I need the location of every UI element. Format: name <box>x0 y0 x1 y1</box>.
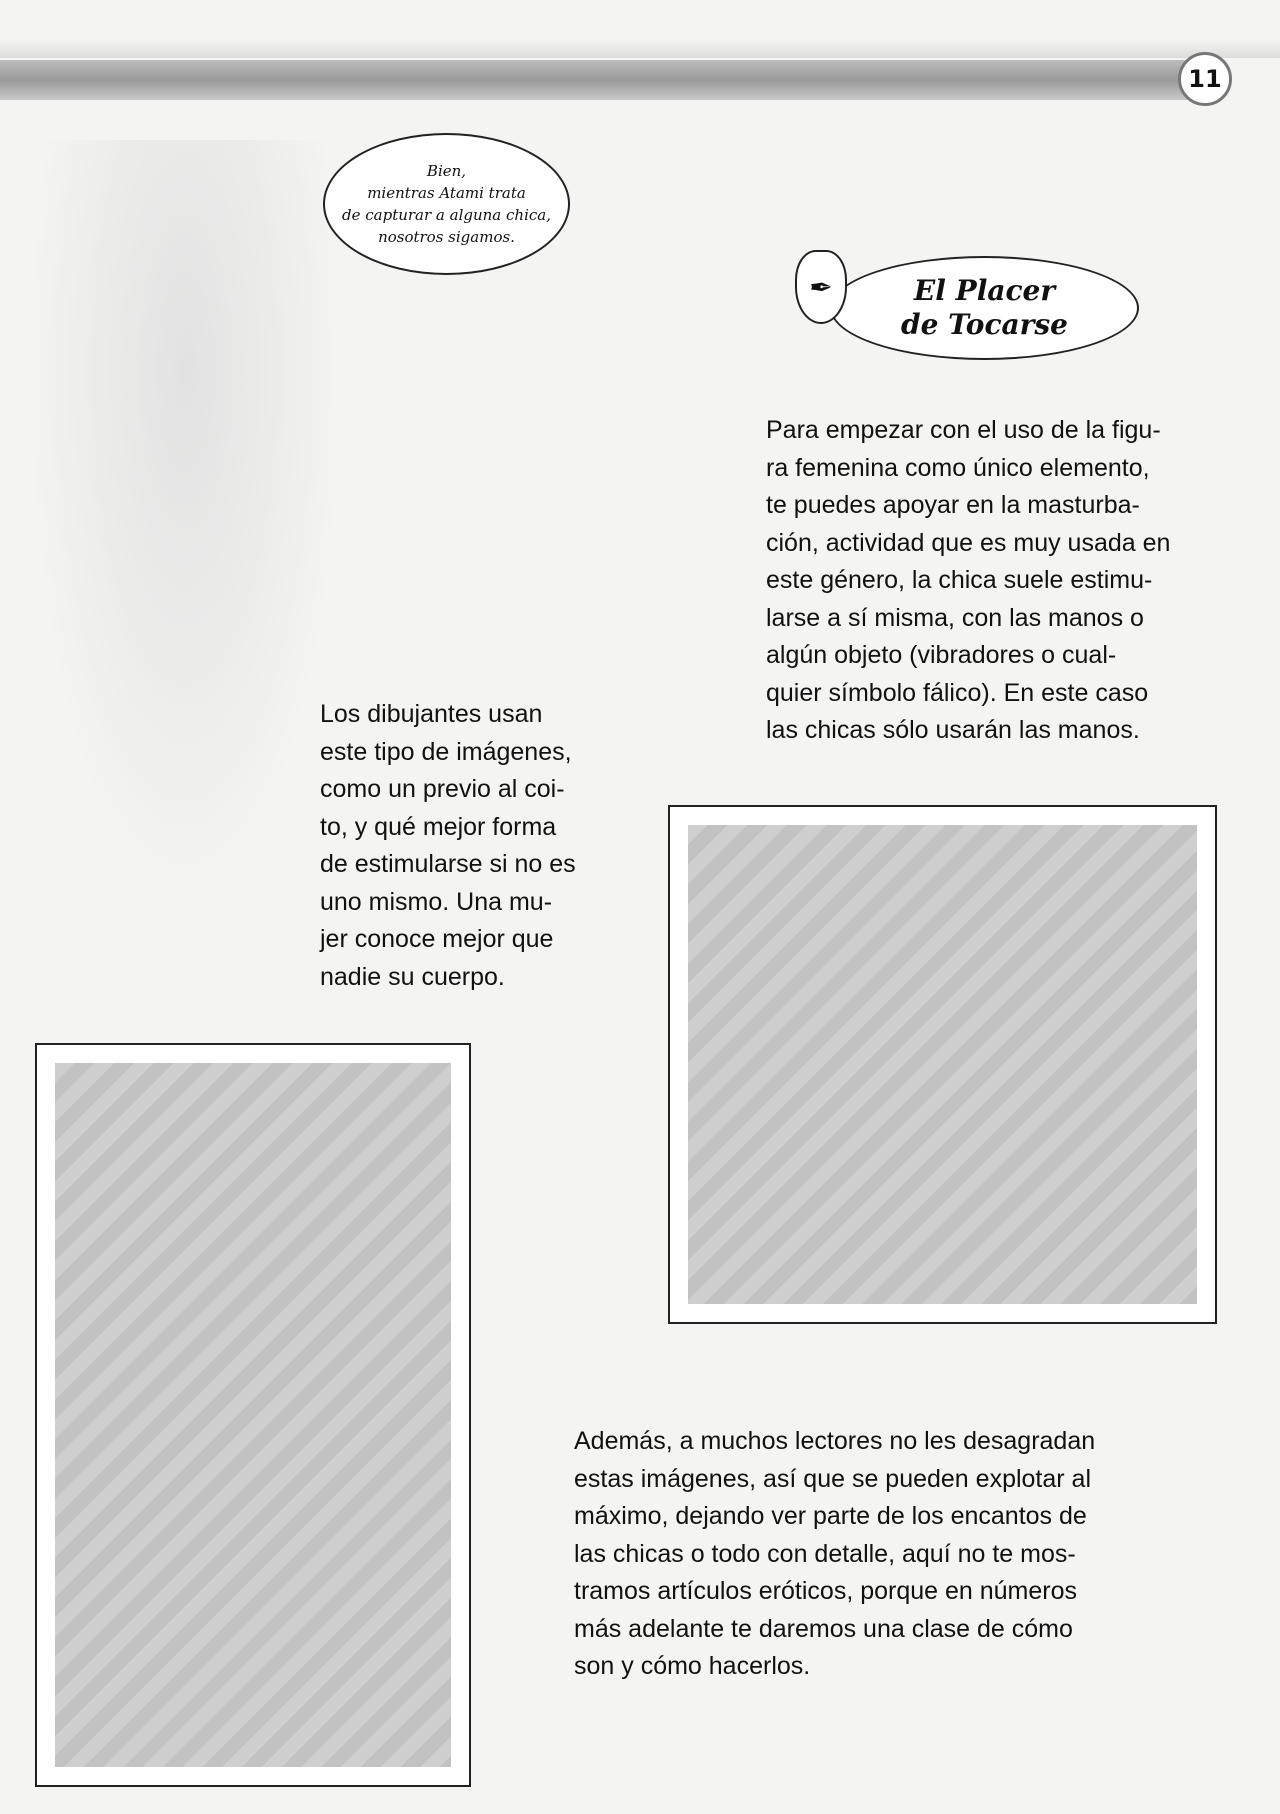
text-line: uno mismo. Una mu- <box>320 887 553 916</box>
paragraph-readers <box>574 1423 1174 1686</box>
text-line: algún objeto (vibradores o cual- <box>766 641 1117 669</box>
speech-bubble <box>323 133 570 275</box>
text-line: las chicas o todo con detalle, aquí no te mos- <box>574 1539 1076 1568</box>
text-line: más adelante te daremos una clase de cómo <box>574 1614 1073 1643</box>
text-line: como un previo al coi- <box>320 775 565 803</box>
text-line: este tipo de imágenes, <box>320 737 572 766</box>
text-line: son y cómo hacerlos. <box>574 1652 811 1680</box>
text-line: de estimularse si no es <box>320 850 576 878</box>
bubble-line: de capturar a alguna chica, <box>342 206 551 224</box>
text-line: este género, la chica suele estimu- <box>766 566 1153 594</box>
illustration-placeholder <box>688 825 1197 1304</box>
section-title <box>830 256 1139 360</box>
text-line: nadie su cuerpo. <box>320 962 505 991</box>
text-line: estas imágenes, así que se pueden explotar al <box>574 1464 1092 1493</box>
text-line: to, y qué mejor forma <box>320 812 557 841</box>
bubble-line: Bien, <box>426 162 467 180</box>
illustration-frame-right <box>668 805 1217 1324</box>
text-line: te puedes apoyar en la masturba- <box>766 491 1140 519</box>
text-line: ra femenina como único elemento, <box>766 453 1150 482</box>
text-line: tramos artículos eróticos, porque en números <box>574 1577 1078 1605</box>
text-line: jer conoce mejor que <box>320 925 554 953</box>
section-title-line1: El Placer <box>913 274 1056 307</box>
illustration-frame-left <box>35 1043 471 1787</box>
illustration-placeholder <box>25 140 345 910</box>
text-line: Además, a muchos lectores no les desagradan <box>574 1427 1096 1455</box>
text-line: larse a sí misma, con las manos o <box>766 603 1144 632</box>
text-line: Los dibujantes usan <box>320 700 543 728</box>
text-line: quier símbolo fálico). En este caso <box>766 678 1149 707</box>
header-band <box>0 60 1210 100</box>
text-line: Para empezar con el uso de la figu- <box>766 416 1161 444</box>
paragraph-intro <box>766 412 1216 750</box>
section-title-line2: de Tocarse <box>901 308 1068 341</box>
text-line: máximo, dejando ver parte de los encantos de <box>574 1502 1087 1530</box>
header-band-shadow <box>0 40 1280 58</box>
paragraph-artists <box>320 696 620 996</box>
bubble-line: nosotros sigamos. <box>378 228 515 246</box>
pen-nib-icon: ✒ <box>795 250 847 324</box>
bubble-line: mientras Atami trata <box>367 184 526 202</box>
text-line: ción, actividad que es muy usada en <box>766 528 1171 557</box>
page-number: 11 <box>1178 52 1232 106</box>
illustration-placeholder <box>55 1063 451 1767</box>
text-line: las chicas sólo usarán las manos. <box>766 716 1140 744</box>
